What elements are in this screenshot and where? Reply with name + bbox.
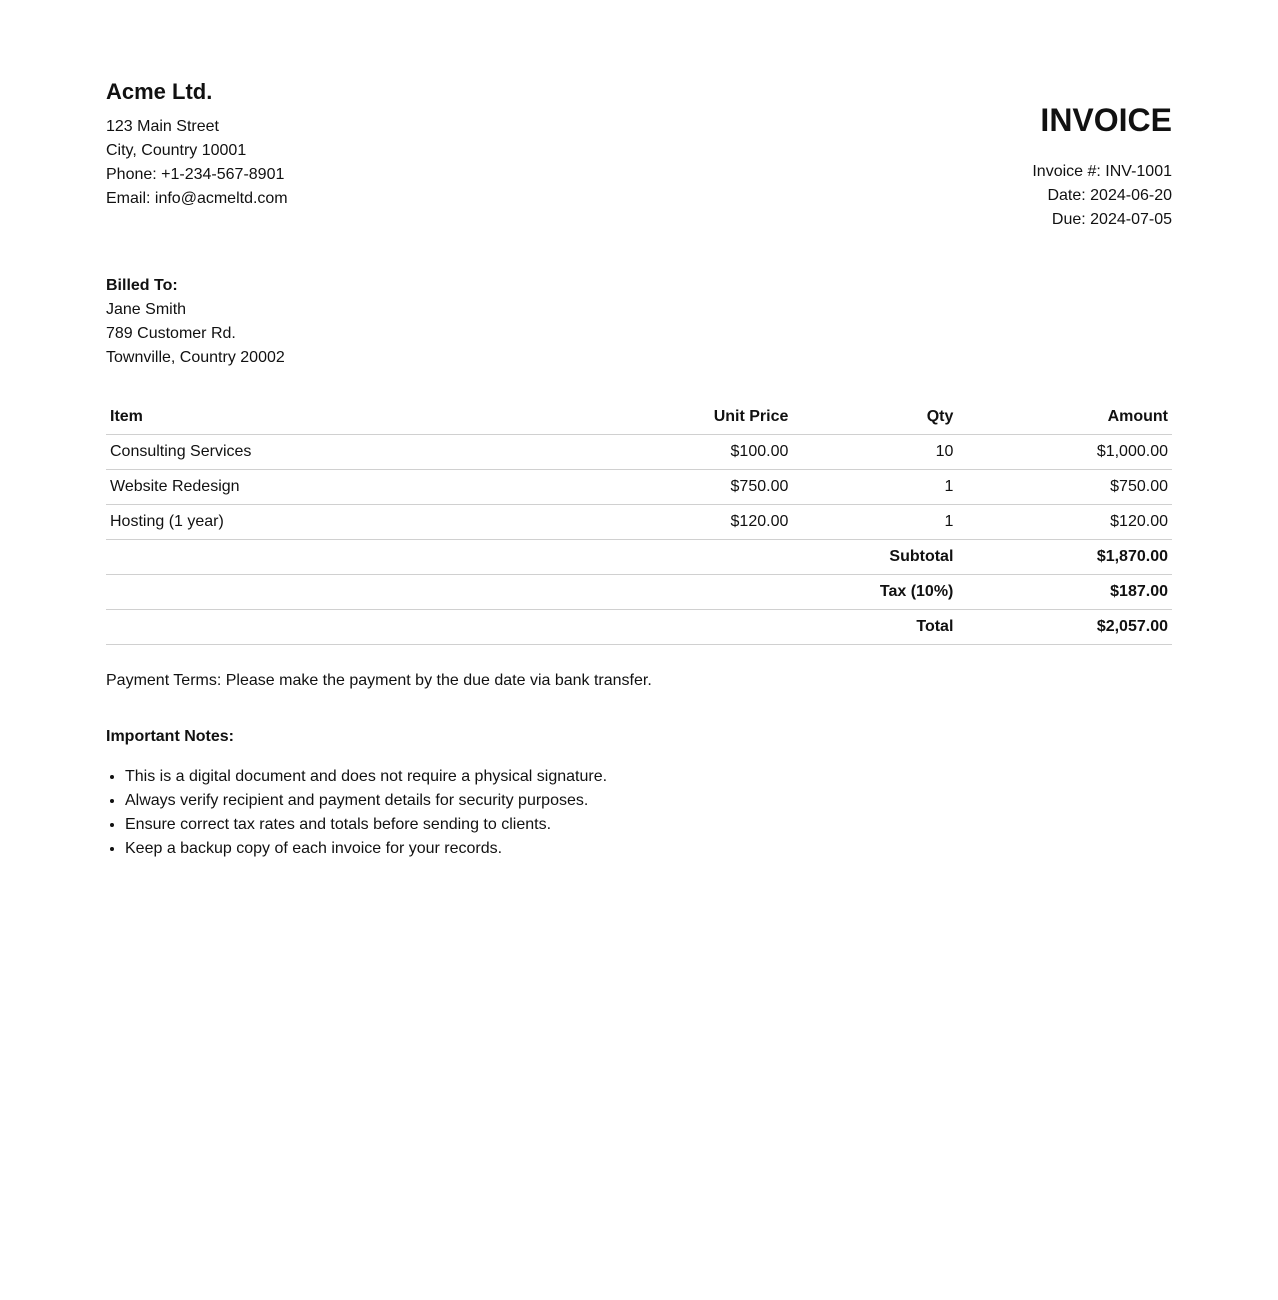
company-info — [106, 78, 288, 211]
table-header-row — [106, 400, 1172, 435]
note-item: • Always verify recipient and payment details for security purposes. — [125, 789, 1172, 813]
important-notes-label: Important Notes: — [106, 728, 234, 745]
header-qty: Qty — [792, 400, 957, 435]
invoice-meta — [1032, 100, 1172, 232]
company-phone: Phone: +1-234-567-8901 — [106, 166, 285, 183]
billed-to-name: Jane Smith — [106, 301, 187, 318]
company-address-line1: 123 Main Street — [106, 118, 219, 135]
company-name: Acme Ltd. — [106, 79, 213, 104]
row-qty: 1 — [792, 505, 957, 540]
row-qty: 1 — [792, 470, 957, 505]
line-items-table — [106, 400, 1172, 645]
row-qty: 10 — [792, 435, 957, 470]
total-label: Total — [792, 610, 957, 645]
row-item: Website Redesign — [106, 470, 546, 505]
billed-to-address-line1: 789 Customer Rd. — [106, 325, 236, 342]
billed-to-label: Billed To: — [106, 277, 178, 294]
important-notes-list — [106, 765, 1172, 861]
table-row — [106, 505, 1172, 540]
invoice-number: Invoice #: INV-1001 — [1032, 163, 1172, 180]
row-amount: $750.00 — [957, 470, 1172, 505]
row-item: Consulting Services — [106, 435, 546, 470]
row-unit-price: $750.00 — [546, 470, 792, 505]
total-value: $2,057.00 — [957, 610, 1172, 645]
row-unit-price: $120.00 — [546, 505, 792, 540]
invoice-due-date: Due: 2024-07-05 — [1051, 211, 1172, 228]
billed-to-section — [106, 274, 1172, 370]
table-row — [106, 470, 1172, 505]
subtotal-row — [106, 540, 1172, 575]
row-unit-price: $100.00 — [546, 435, 792, 470]
company-address-line2: City, Country 10001 — [106, 142, 247, 159]
header-unit-price: Unit Price — [546, 400, 792, 435]
row-amount: $120.00 — [957, 505, 1172, 540]
invoice-date: Date: 2024-06-20 — [1047, 187, 1172, 204]
total-row — [106, 610, 1172, 645]
tax-value: $187.00 — [957, 575, 1172, 610]
invoice-header — [106, 78, 1172, 248]
note-item: • Keep a backup copy of each invoice for your records. — [125, 837, 1172, 861]
subtotal-value: $1,870.00 — [957, 540, 1172, 575]
billed-to-address-line2: Townville, Country 20002 — [106, 349, 285, 366]
subtotal-label: Subtotal — [792, 540, 957, 575]
tax-label: Tax (10%) — [792, 575, 957, 610]
invoice-page — [106, 0, 1172, 861]
row-item: Hosting (1 year) — [106, 505, 546, 540]
invoice-title: INVOICE — [1040, 102, 1172, 138]
note-item: • This is a digital document and does not require a physical signature. — [125, 765, 1172, 789]
tax-row — [106, 575, 1172, 610]
payment-terms: Payment Terms: Please make the payment by the due date via bank transfer. — [106, 672, 652, 689]
header-item: Item — [106, 400, 546, 435]
row-amount: $1,000.00 — [957, 435, 1172, 470]
table-row — [106, 435, 1172, 470]
company-email: Email: info@acmeltd.com — [106, 190, 288, 207]
header-amount: Amount — [957, 400, 1172, 435]
note-item: • Ensure correct tax rates and totals before sending to clients. — [125, 813, 1172, 837]
